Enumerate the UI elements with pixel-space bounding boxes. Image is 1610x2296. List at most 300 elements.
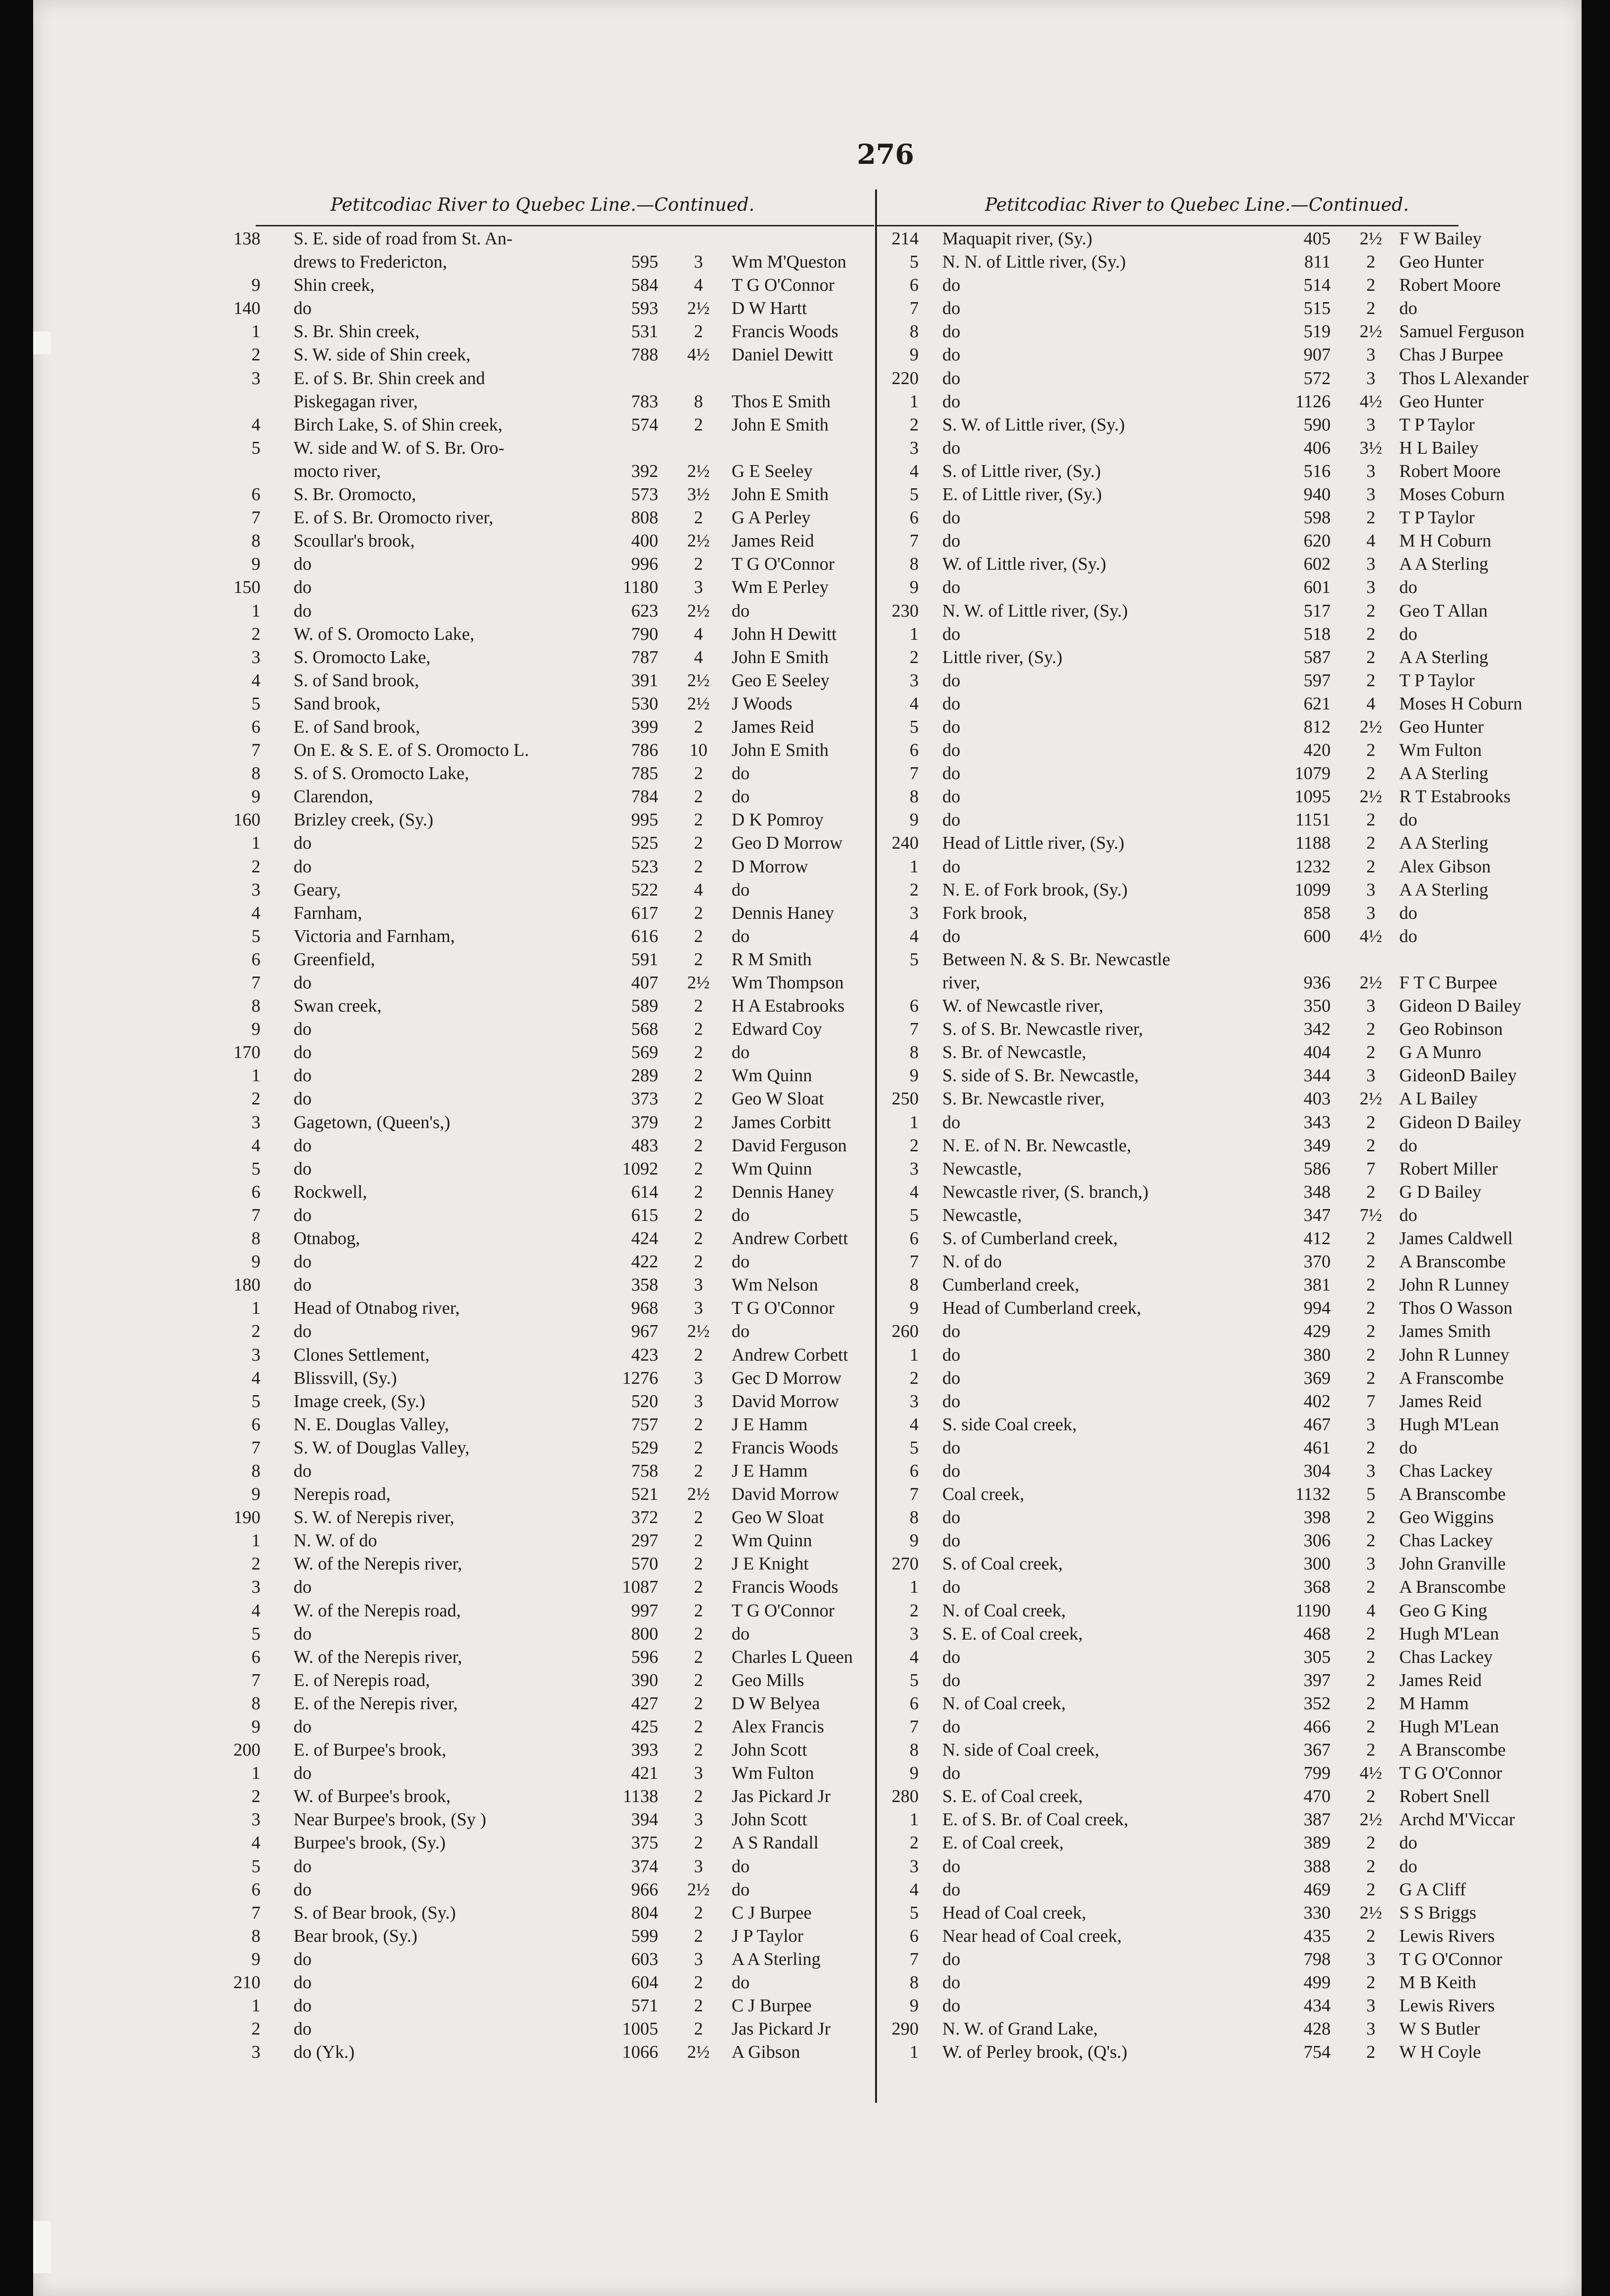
location-cell: do (942, 1856, 960, 1876)
applicant-name-cell: Geo Hunter (1399, 391, 1484, 412)
applicant-name-cell: James Reid (1399, 1670, 1482, 1690)
table-row (876, 1855, 1577, 1878)
acres-cell: 1095 (1295, 787, 1331, 807)
table-row (876, 669, 1577, 692)
acres-cell: 1092 (622, 1158, 658, 1179)
acres-cell: 590 (1304, 414, 1331, 435)
location-cell: do (942, 926, 960, 946)
table-row (33, 576, 871, 599)
location-cell: Fork brook, (942, 903, 1028, 923)
lot-number-cell: 6 (910, 275, 919, 296)
lot-number-cell: 3 (251, 1577, 260, 1597)
acres-cell: 434 (1304, 1996, 1331, 2016)
applicant-name-cell: J Woods (732, 693, 793, 714)
acres-cell: 1180 (623, 577, 658, 598)
acres-cell: 516 (1304, 461, 1331, 481)
applicant-name-cell: Geo E Seeley (732, 670, 830, 691)
acres-cell: 289 (631, 1066, 658, 1086)
applicant-name-cell: Charles L Queen (732, 1647, 853, 1667)
acres-cell: 424 (631, 1229, 658, 1249)
location-cell: do (294, 577, 312, 598)
lot-number-cell: 9 (910, 1996, 919, 2016)
table-row (33, 1669, 871, 1692)
applicant-name-cell: Alex Francis (732, 1717, 824, 1737)
acres-cell: 423 (631, 1345, 658, 1365)
applicant-name-cell: John R Lunney (1399, 1275, 1510, 1295)
table-row (33, 1344, 871, 1367)
table-row (33, 1134, 871, 1157)
location-cell: Head of Otnabog river, (294, 1298, 460, 1318)
rate-cell: 2 (694, 2019, 703, 2039)
applicant-name-cell: T G O'Connor (1399, 1763, 1503, 1784)
lot-number-cell: 4 (251, 1833, 260, 1853)
acres-cell: 595 (631, 252, 658, 272)
lot-number-cell: 2 (251, 345, 260, 365)
lot-number-cell: 6 (251, 717, 260, 737)
location-cell: S. side of S. Br. Newcastle, (942, 1066, 1139, 1086)
lot-number-cell: 6 (251, 1879, 260, 1900)
rate-cell: 2 (1366, 1786, 1376, 1807)
location-cell: N. of Coal creek, (942, 1600, 1066, 1621)
location-cell: W. of the Nerepis river, (294, 1647, 462, 1667)
location-cell: do (294, 1275, 312, 1295)
acres-cell: 389 (1304, 1833, 1331, 1853)
rate-cell: 5 (1366, 1484, 1376, 1505)
applicant-name-cell: Geo D Morrow (732, 833, 843, 853)
acres-cell: 571 (631, 1996, 658, 2016)
right-heading-rule (876, 225, 1458, 226)
location-cell: do (294, 298, 312, 319)
lot-number-cell: 9 (910, 1531, 919, 1551)
table-row (876, 855, 1577, 879)
table-row (33, 1646, 871, 1669)
table-row (33, 227, 871, 251)
applicant-name-cell: Wm E Perley (732, 577, 829, 598)
acres-cell: 420 (1304, 740, 1331, 761)
rate-cell: 2 (1366, 1577, 1376, 1597)
acres-cell: 522 (631, 879, 658, 900)
table-row (876, 343, 1577, 367)
applicant-name-cell: Robert Miller (1399, 1158, 1498, 1179)
acres-cell: 621 (1304, 693, 1331, 714)
acres-cell: 1132 (1295, 1484, 1331, 1505)
lot-number-cell: 3 (910, 670, 919, 691)
location-cell: do (942, 1368, 960, 1388)
acres-cell: 804 (631, 1902, 658, 1923)
table-row (876, 600, 1577, 623)
lot-number-cell: 4 (251, 903, 260, 923)
applicant-name-cell: G A Perley (732, 508, 811, 528)
lot-number-cell: 6 (251, 1647, 260, 1667)
location-cell: do (942, 577, 960, 598)
table-row (33, 1460, 871, 1483)
lot-number-cell: 4 (251, 670, 260, 691)
acres-cell: 586 (1304, 1158, 1331, 1179)
applicant-name-cell: J E Hamm (732, 1461, 808, 1481)
rate-cell: 3 (694, 1949, 703, 1969)
table-row (33, 1367, 871, 1390)
applicant-name-cell: G D Bailey (1399, 1182, 1482, 1202)
applicant-name-cell: James Corbitt (732, 1112, 832, 1132)
applicant-name-cell: A Branscombe (1399, 1577, 1506, 1597)
location-cell: do (942, 531, 960, 551)
acres-cell: 601 (1304, 577, 1331, 598)
applicant-name-cell: do (1399, 1437, 1417, 1458)
left-entries-table (33, 227, 871, 2064)
location-cell: mocto river, (294, 461, 381, 481)
table-row (876, 1994, 1577, 2018)
applicant-name-cell: Alex Gibson (1399, 856, 1491, 877)
table-row (33, 1925, 871, 1948)
acres-cell: 300 (1304, 1554, 1331, 1574)
location-cell: do (294, 1089, 312, 1109)
location-cell: S. of Bear brook, (Sy.) (294, 1902, 456, 1923)
lot-number-cell: 5 (251, 1158, 260, 1179)
rate-cell: 2½ (1360, 717, 1382, 737)
applicant-name-cell: Andrew Corbett (732, 1229, 848, 1249)
lot-number-cell: 1 (910, 1810, 919, 1830)
location-cell: Birch Lake, S. of Shin creek, (294, 414, 503, 435)
table-row (876, 971, 1577, 995)
rate-cell: 2 (694, 1902, 703, 1923)
table-row (876, 2018, 1577, 2041)
location-cell: E. of Nerepis road, (294, 1670, 430, 1690)
rate-cell: 2 (694, 926, 703, 946)
location-cell: do (942, 1391, 960, 1411)
applicant-name-cell: T P Taylor (1399, 414, 1475, 435)
lot-number-cell: 9 (251, 1019, 260, 1040)
location-cell: do (942, 1949, 960, 1969)
rate-cell: 2 (694, 1554, 703, 1574)
lot-number-cell: 5 (910, 1205, 919, 1225)
location-cell: E. of S. Br. of Coal creek, (942, 1810, 1128, 1830)
rate-cell: 2 (1366, 1135, 1376, 1156)
rate-cell: 2 (694, 1833, 703, 1853)
lot-number-cell: 6 (251, 484, 260, 505)
rate-cell: 2 (1366, 1042, 1376, 1063)
applicant-name-cell: James Reid (1399, 1391, 1482, 1411)
lot-number-cell: 2 (251, 856, 260, 877)
rate-cell: 2 (694, 1182, 703, 1202)
location-cell: Gagetown, (Queen's,) (294, 1112, 450, 1132)
location-cell: Geary, (294, 879, 341, 900)
lot-number-cell: 7 (910, 1484, 919, 1505)
acres-cell: 1087 (622, 1577, 658, 1597)
table-row (876, 1250, 1577, 1274)
acres-cell: 350 (1304, 996, 1331, 1016)
applicant-name-cell: Moses H Coburn (1399, 693, 1522, 714)
rate-cell: 2 (694, 1786, 703, 1807)
lot-number-cell: 4 (910, 926, 919, 946)
applicant-name-cell: Robert Moore (1399, 275, 1501, 296)
lot-number-cell: 140 (233, 298, 260, 319)
acres-cell: 1190 (1295, 1600, 1331, 1621)
lot-number-cell: 6 (910, 508, 919, 528)
acres-cell: 405 (1304, 229, 1331, 249)
acres-cell: 790 (631, 624, 658, 644)
table-row (876, 1111, 1577, 1134)
location-cell: N. E. of Fork brook, (Sy.) (942, 879, 1128, 900)
table-row (876, 1436, 1577, 1460)
location-cell: drews to Fredericton, (294, 252, 447, 272)
table-row (876, 1064, 1577, 1087)
lot-number-cell: 7 (910, 531, 919, 551)
lot-number-cell: 1 (910, 856, 919, 877)
applicant-name-cell: F T C Burpee (1399, 973, 1497, 993)
rate-cell: 3 (1366, 1554, 1376, 1574)
lot-number-cell: 3 (910, 438, 919, 458)
table-row (33, 948, 871, 971)
acres-cell: 342 (1304, 1019, 1331, 1040)
rate-cell: 2 (694, 1973, 703, 1993)
lot-number-cell: 170 (233, 1042, 260, 1063)
rate-cell: 2 (694, 763, 703, 784)
rate-cell: 3 (694, 1763, 703, 1784)
applicant-name-cell: Geo T Allan (1399, 601, 1488, 621)
lot-number-cell: 2 (251, 1786, 260, 1807)
table-row (33, 1692, 871, 1715)
lot-number-cell: 9 (251, 554, 260, 574)
table-row (33, 390, 871, 413)
lot-number-cell: 2 (251, 1321, 260, 1342)
rate-cell: 2 (1366, 275, 1376, 296)
acres-cell: 995 (631, 810, 658, 830)
table-row (33, 1808, 871, 1831)
lot-number-cell: 3 (910, 1623, 919, 1644)
acres-cell: 757 (631, 1414, 658, 1435)
applicant-name-cell: do (732, 1042, 750, 1063)
applicant-name-cell: A L Bailey (1399, 1089, 1478, 1109)
rate-cell: 4 (694, 879, 703, 900)
applicant-name-cell: Chas Lackey (1399, 1647, 1493, 1667)
lot-number-cell: 240 (892, 833, 919, 853)
lot-number-cell: 9 (910, 810, 919, 830)
table-row (33, 692, 871, 716)
lot-number-cell: 5 (910, 484, 919, 505)
acres-cell: 623 (631, 601, 658, 621)
table-row (33, 1227, 871, 1250)
rate-cell: 3 (1366, 1414, 1376, 1435)
location-cell: do (942, 1670, 960, 1690)
table-row (876, 925, 1577, 948)
rate-cell: 2 (1366, 1926, 1376, 1946)
table-row (33, 1831, 871, 1855)
location-cell: do (942, 508, 960, 528)
table-row (876, 1925, 1577, 1948)
lot-number-cell: 9 (251, 787, 260, 807)
location-cell: Head of Coal creek, (942, 1902, 1086, 1923)
acres-cell: 521 (631, 1484, 658, 1505)
acres-cell: 400 (631, 531, 658, 551)
acres-cell: 429 (1304, 1321, 1331, 1342)
applicant-name-cell: M B Keith (1399, 1973, 1476, 1993)
applicant-name-cell: John H Dewitt (732, 624, 837, 644)
rate-cell: 2 (694, 414, 703, 435)
table-row (33, 343, 871, 367)
table-row (876, 1552, 1577, 1576)
location-cell: do (294, 1042, 312, 1063)
acres-cell: 404 (1304, 1042, 1331, 1063)
acres-cell: 966 (631, 1879, 658, 1900)
rate-cell: 2 (694, 1437, 703, 1458)
applicant-name-cell: Moses Coburn (1399, 484, 1505, 505)
location-cell: do (942, 322, 960, 342)
applicant-name-cell: GideonD Bailey (1399, 1066, 1517, 1086)
lot-number-cell: 9 (251, 1484, 260, 1505)
acres-cell: 785 (631, 763, 658, 784)
applicant-name-cell: do (1399, 926, 1417, 946)
rate-cell: 2 (1366, 1182, 1376, 1202)
rate-cell: 3 (1366, 368, 1376, 388)
location-cell: Burpee's brook, (Sy.) (294, 1833, 446, 1853)
location-cell: W. of Burpee's brook, (294, 1786, 451, 1807)
rate-cell: 3 (1366, 414, 1376, 435)
location-cell: Newcastle, (942, 1158, 1022, 1179)
rate-cell: 2 (1366, 1833, 1376, 1853)
table-row (33, 274, 871, 297)
applicant-name-cell: Thos L Alexander (1399, 368, 1529, 388)
acres-cell: 784 (631, 787, 658, 807)
lot-number-cell: 5 (910, 1902, 919, 1923)
location-cell: Blissvill, (Sy.) (294, 1368, 397, 1388)
applicant-name-cell: G A Munro (1399, 1042, 1482, 1063)
location-cell: Otnabog, (294, 1229, 360, 1249)
rate-cell: 2 (1366, 1740, 1376, 1760)
table-row (33, 1436, 871, 1460)
location-cell: do (942, 670, 960, 691)
rate-cell: 2 (694, 1693, 703, 1713)
lot-number-cell: 9 (910, 1066, 919, 1086)
rate-cell: 2 (694, 810, 703, 830)
table-row (876, 227, 1577, 251)
table-row (33, 1087, 871, 1111)
rate-cell: 2½ (1360, 1089, 1382, 1109)
applicant-name-cell: do (1399, 1205, 1417, 1225)
location-cell: S. Br. Shin creek, (294, 322, 420, 342)
acres-cell: 858 (1304, 903, 1331, 923)
lot-number-cell: 8 (910, 1275, 919, 1295)
lot-number-cell: 6 (910, 1461, 919, 1481)
applicant-name-cell: T G O'Connor (732, 275, 835, 296)
acres-cell: 569 (631, 1042, 658, 1063)
applicant-name-cell: D W Belyea (732, 1693, 820, 1713)
table-row (33, 1878, 871, 1901)
applicant-name-cell: F W Bailey (1399, 229, 1482, 249)
location-cell: S. of Cumberland creek, (942, 1229, 1118, 1249)
rate-cell: 4 (1366, 693, 1376, 714)
table-row (33, 2041, 871, 2064)
lot-number-cell: 4 (910, 1647, 919, 1667)
rate-cell: 2 (694, 1996, 703, 2016)
applicant-name-cell: Wm Thompson (732, 973, 844, 993)
applicant-name-cell: David Morrow (732, 1484, 839, 1505)
lot-number-cell: 7 (251, 508, 260, 528)
rate-cell: 2 (1366, 1229, 1376, 1249)
lot-number-cell: 1 (251, 1298, 260, 1318)
lot-number-cell: 190 (233, 1507, 260, 1528)
location-cell: Scoullar's brook, (294, 531, 415, 551)
table-row (876, 623, 1577, 646)
location-cell: do (294, 1577, 312, 1597)
lot-number-cell: 2 (910, 647, 919, 667)
table-row (876, 1390, 1577, 1413)
acres-cell: 372 (631, 1507, 658, 1528)
lot-number-cell: 5 (910, 717, 919, 737)
rate-cell: 2½ (687, 461, 710, 481)
table-row (876, 1831, 1577, 1855)
lot-number-cell: 3 (910, 903, 919, 923)
rate-cell: 2 (1366, 1507, 1376, 1528)
acres-cell: 349 (1304, 1135, 1331, 1156)
table-row (876, 1274, 1577, 1297)
lot-number-cell: 9 (251, 1949, 260, 1969)
applicant-name-cell: Lewis Rivers (1399, 1926, 1495, 1946)
lot-number-cell: 5 (251, 1623, 260, 1644)
location-cell: Piskegagan river, (294, 391, 418, 412)
lot-number-cell: 3 (251, 1345, 260, 1365)
applicant-name-cell: A A Sterling (1399, 647, 1488, 667)
acres-cell: 529 (631, 1437, 658, 1458)
rate-cell: 2 (1366, 740, 1376, 761)
acres-cell: 531 (631, 322, 658, 342)
applicant-name-cell: J P Taylor (732, 1926, 804, 1946)
rate-cell: 4 (1366, 1600, 1376, 1621)
table-row (33, 623, 871, 646)
table-row (33, 1971, 871, 1994)
rate-cell: 2 (1366, 1693, 1376, 1713)
lot-number-cell: 8 (910, 1042, 919, 1063)
table-row (876, 1344, 1577, 1367)
acres-cell: 1188 (1295, 833, 1331, 853)
table-row (33, 1157, 871, 1181)
rate-cell: 2 (694, 1577, 703, 1597)
lot-number-cell: 7 (251, 1205, 260, 1225)
rate-cell: 2 (694, 1926, 703, 1946)
location-cell: do (294, 601, 312, 621)
lot-number-cell: 5 (251, 1391, 260, 1411)
table-row (33, 460, 871, 483)
table-row (876, 1576, 1577, 1599)
lot-number-cell: 9 (910, 1763, 919, 1784)
applicant-name-cell: do (1399, 1135, 1417, 1156)
rate-cell: 2 (1366, 252, 1376, 272)
acres-cell: 591 (631, 949, 658, 969)
table-row (33, 1994, 871, 2018)
location-cell: do (294, 1996, 312, 2016)
acres-cell: 468 (1304, 1623, 1331, 1644)
acres-cell: 390 (631, 1670, 658, 1690)
applicant-name-cell: Daniel Dewitt (732, 345, 833, 365)
applicant-name-cell: A Branscombe (1399, 1484, 1506, 1505)
rate-cell: 2 (1366, 810, 1376, 830)
acres-cell: 808 (631, 508, 658, 528)
rate-cell: 2 (1366, 763, 1376, 784)
applicant-name-cell: C J Burpee (732, 1902, 812, 1923)
location-cell: do (294, 1973, 312, 1993)
location-cell: S. W. of Douglas Valley, (294, 1437, 470, 1458)
acres-cell: 589 (631, 996, 658, 1016)
location-cell: E. of Sand brook, (294, 717, 420, 737)
applicant-name-cell: do (732, 601, 750, 621)
lot-number-cell: 4 (910, 1182, 919, 1202)
lot-number-cell: 3 (910, 1158, 919, 1179)
acres-cell: 304 (1304, 1461, 1331, 1481)
location-cell: do (942, 1461, 960, 1481)
table-row (876, 274, 1577, 297)
lot-number-cell: 7 (910, 298, 919, 319)
location-cell: do (294, 973, 312, 993)
lot-number-cell: 3 (910, 1391, 919, 1411)
